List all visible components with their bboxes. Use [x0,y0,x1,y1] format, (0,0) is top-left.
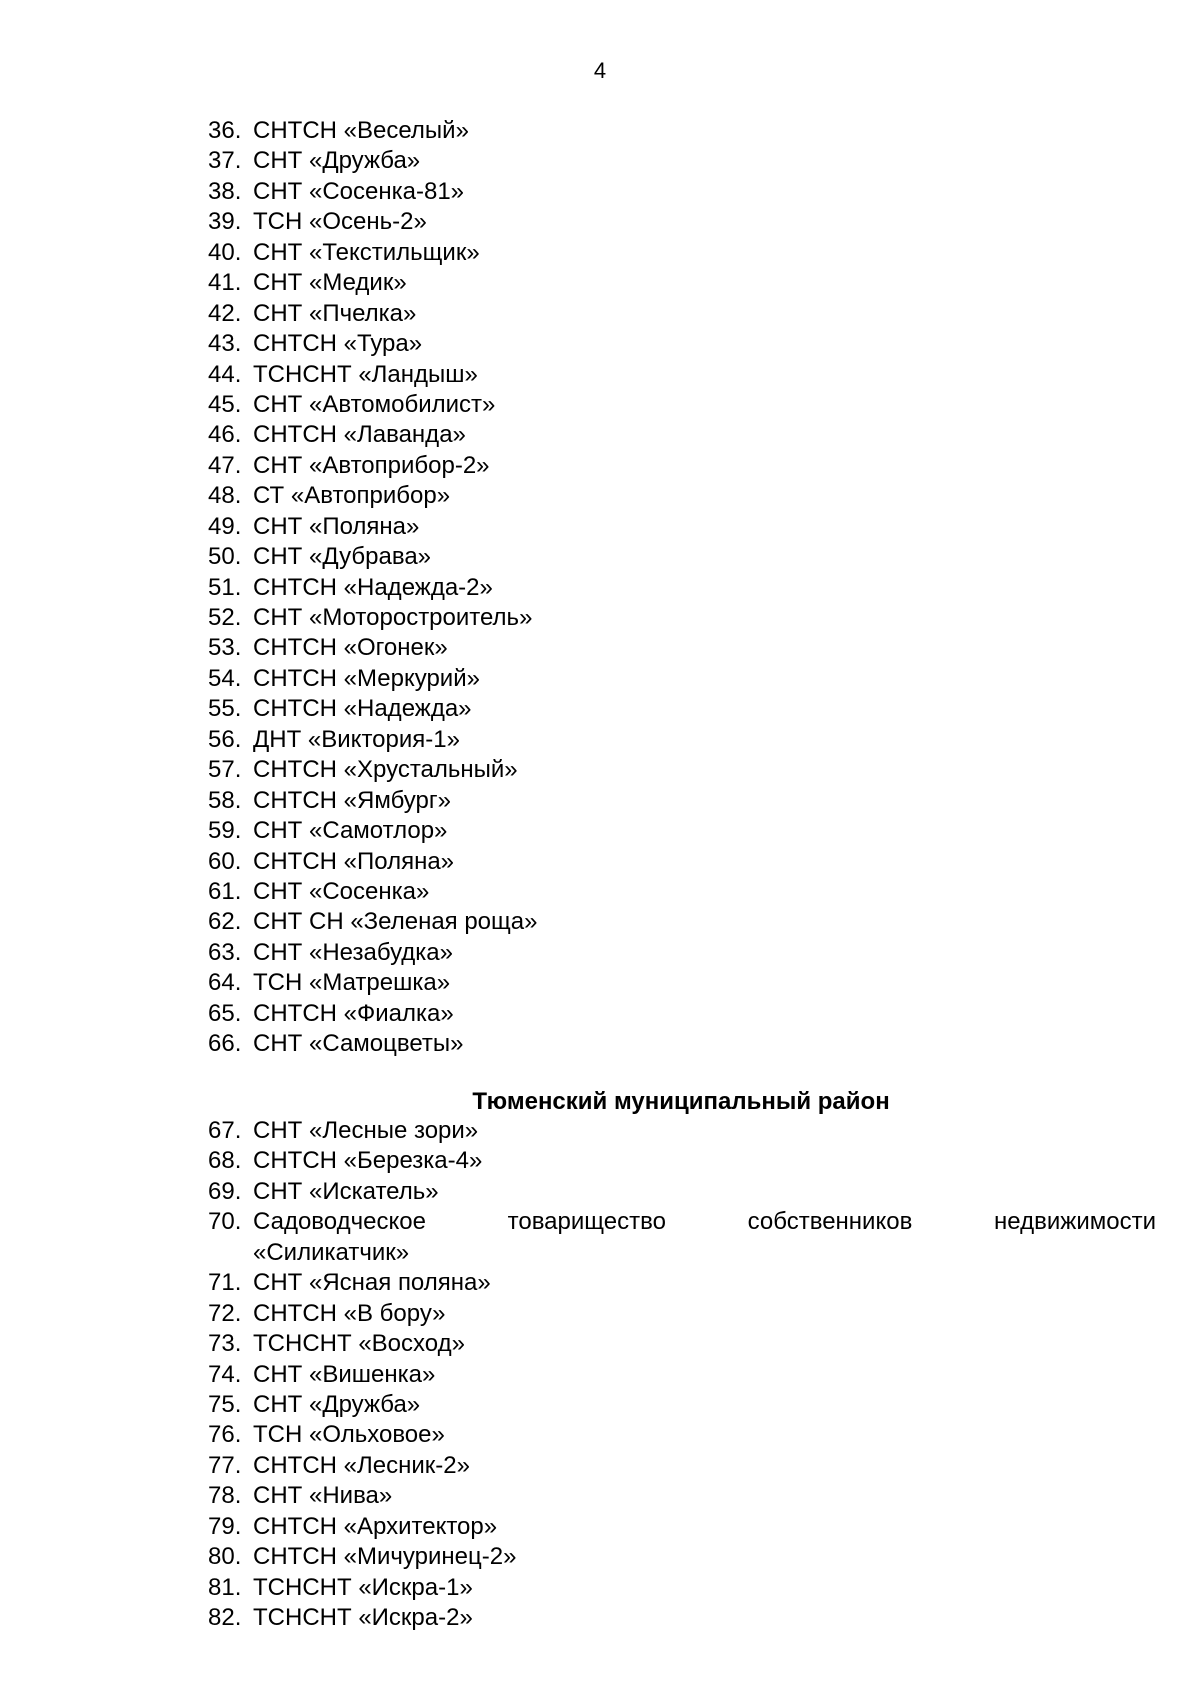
item-number: 70. [208,1208,242,1236]
item-text: ТСНСНТ «Ландыш» [253,360,478,388]
item-text: СНТСН «Хрустальный» [253,756,518,784]
organization-list-section [208,1116,1156,1633]
item-number: 77. [208,1451,242,1479]
list-item [208,755,1156,785]
item-text: СНТСН «Лесник-2» [253,1451,470,1479]
item-number: 37. [208,147,242,175]
item-number: 76. [208,1421,242,1449]
item-text: ДНТ «Виктория-1» [253,725,460,753]
item-text: СНТ «Моторостроитель» [253,604,533,631]
list-item [208,1177,1156,1207]
item-number: 72. [208,1299,242,1327]
list-item [208,1481,1156,1511]
list-item [208,694,1156,724]
item-text: СНТСН «Веселый» [253,117,469,144]
item-text: СНТ «Искатель» [253,1177,439,1205]
item-number: 69. [208,1177,242,1205]
item-text: СНТСН «Березка-4» [253,1147,483,1175]
item-text: ТСН «Осень-2» [253,208,427,236]
item-number: 56. [208,725,242,753]
item-text: СНТ СН «Зеленая роща» [253,908,538,936]
item-number: 60. [208,847,242,875]
item-text: СНТСН «Ямбург» [253,786,451,814]
item-number: 41. [208,269,242,297]
item-text: СНТСН «Тура» [253,330,423,358]
item-number: 64. [208,969,242,997]
item-number: 81. [208,1573,242,1601]
list-item [208,512,1156,542]
item-text: СНТ «Автомобилист» [253,390,496,418]
item-text: СНТ «Дружба» [253,147,421,175]
list-item [208,1146,1156,1176]
item-number: 61. [208,877,242,905]
list-item [208,847,1156,877]
item-number: 36. [208,117,242,144]
item-text: СНТСН «Поляна» [253,847,455,875]
item-number: 67. [208,1117,242,1144]
item-word: товарищество [507,1208,666,1236]
item-text: СНТ «Лесные зори» [253,1117,479,1144]
section-heading: Тюменский муниципальный район [472,1088,890,1115]
item-number: 40. [208,238,242,266]
item-number: 46. [208,421,242,449]
item-number: 74. [208,1360,242,1388]
list-item [208,1603,1156,1633]
item-number: 73. [208,1330,242,1358]
list-item [208,633,1156,663]
item-number: 38. [208,177,242,205]
list-item [208,1268,1156,1298]
list-item [208,116,1156,146]
list-item [208,177,1156,207]
list-item [208,603,1156,633]
list-item [208,999,1156,1029]
list-item [208,1329,1156,1359]
item-number: 44. [208,360,242,388]
item-number: 59. [208,817,242,845]
item-text: ТСНСНТ «Искра-2» [253,1604,473,1631]
item-number: 75. [208,1390,242,1418]
item-text: СТ «Автоприбор» [253,482,451,510]
item-text: СНТСН «Надежда-2» [253,573,493,601]
list-item [208,390,1156,420]
item-text: СНТ «Сосенка-81» [253,177,465,205]
list-item [208,451,1156,481]
item-number: 63. [208,938,242,966]
item-text-line [253,1207,1156,1237]
item-text: ТСН «Матрешка» [253,969,451,997]
item-text: СНТСН «Архитектор» [253,1512,498,1540]
item-number: 54. [208,664,242,692]
item-number: 49. [208,512,242,540]
list-item [208,1390,1156,1420]
list-item [208,481,1156,511]
item-text: СНТ «Дубрава» [253,543,432,571]
item-text: СНТСН «Лаванда» [253,421,466,449]
list-item [208,420,1156,450]
item-number: 65. [208,999,242,1027]
item-text: ТСН «Ольховое» [253,1421,445,1449]
list-item [208,573,1156,603]
item-number: 39. [208,208,242,236]
item-text: СНТСН «Мичуринец-2» [253,1543,517,1571]
item-text: СНТСН «Огонек» [253,634,448,662]
item-text: СНТ «Сосенка» [253,877,430,905]
list-item [208,360,1156,390]
list-item [208,207,1156,237]
item-text: СНТ «Медик» [253,269,407,297]
item-word: собственников [747,1208,913,1236]
item-number: 52. [208,604,242,631]
item-text: СНТСН «Фиалка» [253,999,454,1027]
list-item [208,1542,1156,1572]
item-number: 68. [208,1147,242,1175]
organization-list-continued [208,116,1156,1060]
list-item [208,299,1156,329]
item-number: 58. [208,786,242,814]
list-item [208,1360,1156,1390]
list-item [208,1451,1156,1481]
list-item [208,938,1156,968]
item-text: СНТ «Вишенка» [253,1360,436,1388]
item-text: СНТ «Нива» [253,1482,393,1510]
item-text: СНТ «Автоприбор-2» [253,451,490,479]
item-number: 43. [208,330,242,358]
item-text: СНТ «Дружба» [253,1390,421,1418]
item-number: 53. [208,634,242,662]
list-item [208,542,1156,572]
list-item [208,877,1156,907]
list-item [208,146,1156,176]
item-number: 57. [208,756,242,784]
item-number: 48. [208,482,242,510]
list-item [208,786,1156,816]
list-item [208,1029,1156,1059]
item-number: 42. [208,299,242,327]
list-item [208,1299,1156,1329]
item-text: СНТСН «Меркурий» [253,664,480,692]
item-text: СНТСН «Надежда» [253,695,472,723]
item-number: 45. [208,390,242,418]
item-text: ТСНСНТ «Восход» [253,1330,465,1358]
list-item [208,968,1156,998]
item-number: 47. [208,451,242,479]
list-item [208,816,1156,846]
item-number: 50. [208,543,242,571]
page-number: 4 [593,58,607,83]
list-item [208,268,1156,298]
item-text-multiline [253,1207,1156,1268]
list-item [208,1573,1156,1603]
item-text: СНТ «Текстильщик» [253,238,480,266]
item-text: СНТ «Поляна» [253,512,420,540]
item-number: 82. [208,1604,242,1631]
item-text: СНТСН «В бору» [253,1299,446,1327]
item-text: СНТ «Незабудка» [253,938,453,966]
list-item [208,238,1156,268]
item-number: 55. [208,695,242,723]
item-text: СНТ «Ясная поляна» [253,1269,491,1297]
list-item [208,907,1156,937]
item-text: СНТ «Самоцветы» [253,1030,464,1058]
list-item [208,1116,1156,1146]
list-item [208,1207,1156,1268]
item-word: Садоводческое [253,1208,426,1236]
item-number: 71. [208,1269,242,1297]
list-item [208,664,1156,694]
list-item [208,1512,1156,1542]
item-number: 79. [208,1512,242,1540]
item-number: 80. [208,1543,242,1571]
item-text: СНТ «Пчелка» [253,299,417,327]
list-item [208,1420,1156,1450]
item-text-continuation: «Силикатчик» [253,1238,410,1266]
item-number: 66. [208,1030,242,1058]
item-number: 78. [208,1482,242,1510]
list-item [208,329,1156,359]
item-word: недвижимости [994,1208,1156,1236]
item-number: 62. [208,908,242,936]
item-number: 51. [208,573,242,601]
list-item [208,725,1156,755]
item-text: ТСНСНТ «Искра-1» [253,1573,473,1601]
item-text: СНТ «Самотлор» [253,817,448,845]
